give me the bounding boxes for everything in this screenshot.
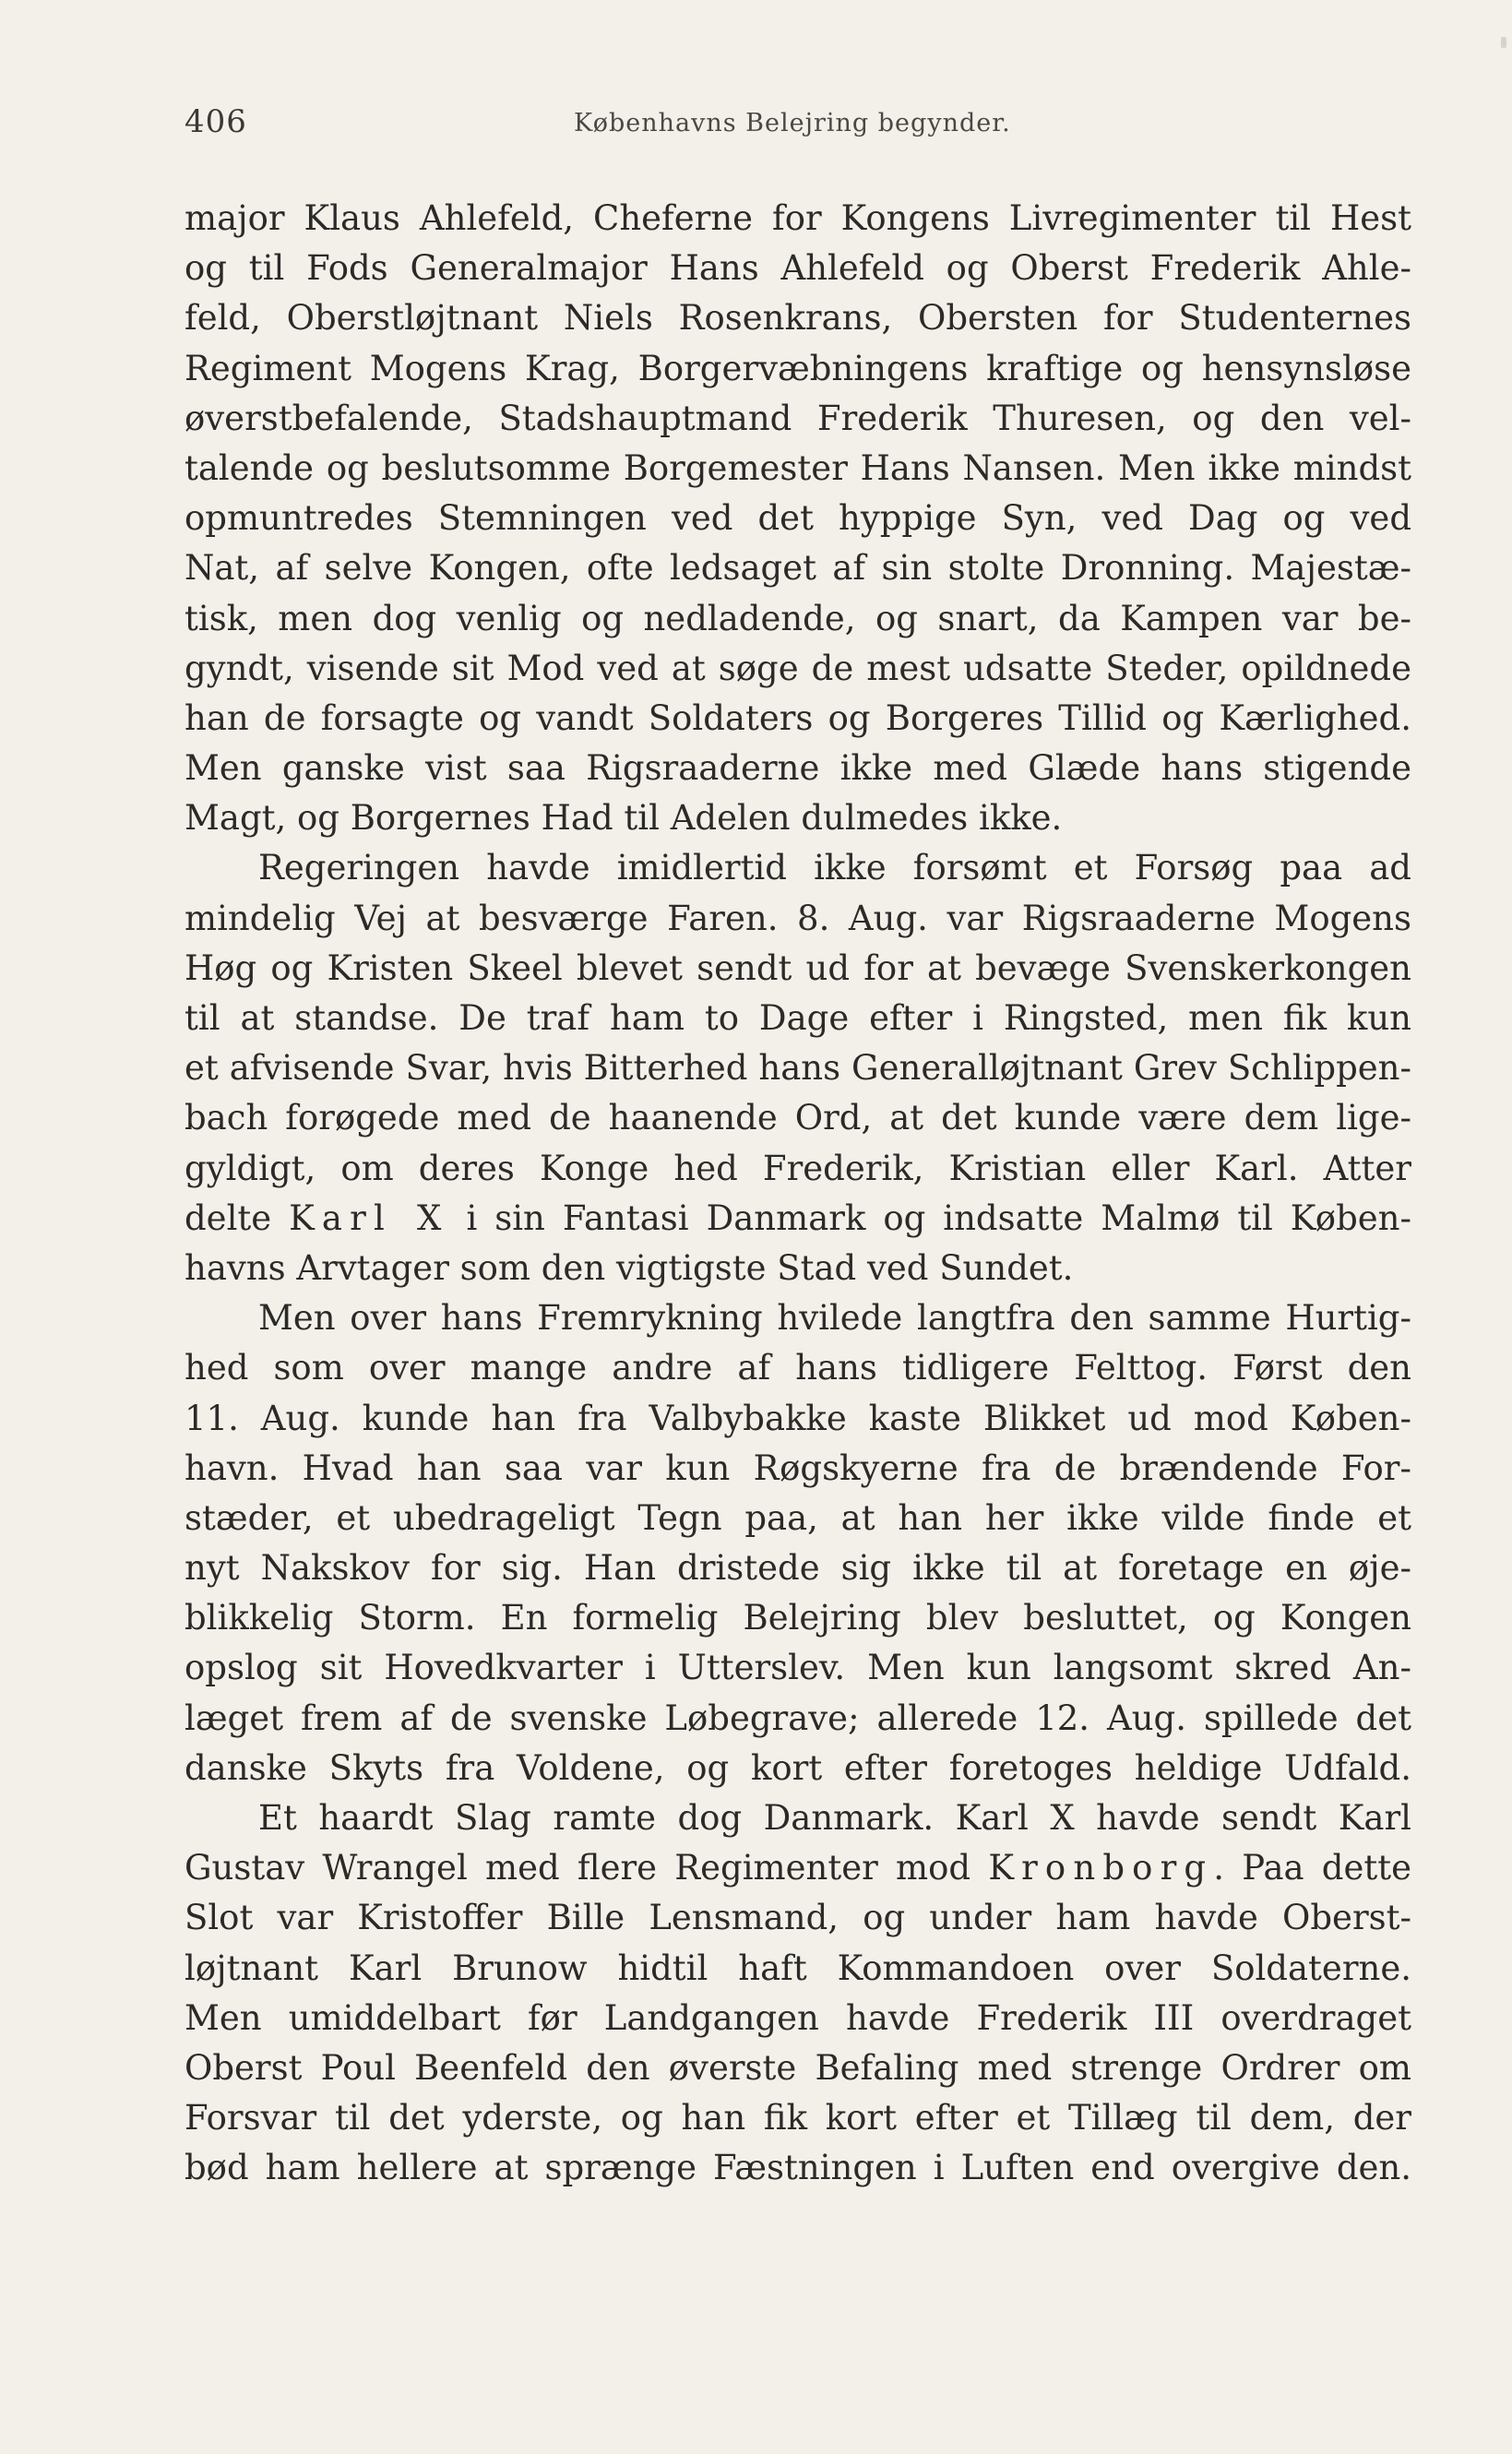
text-line: mindelig Vej at besværge Faren. 8. Aug. var Rigsraaderne Mogens — [185, 898, 1411, 938]
body-text — [185, 194, 1411, 2194]
text-line: stæder, et ubedrageligt Tegn paa, at han her ikke vilde finde et — [185, 1497, 1411, 1538]
line-rest: i sin Fantasi Danmark og indsatte Malmø til Køben- — [448, 1197, 1411, 1238]
text-line: Høg og Kristen Skeel blevet sendt ud for at bevæge Svenskerkongen — [185, 947, 1411, 988]
text-line: Forsvar til det yderste, og han fik kort efter et Tillæg til dem, der — [185, 2098, 1411, 2138]
line-rest: . Paa dette — [1213, 1848, 1411, 1888]
text-line: bød ham hellere at sprænge Fæstningen i Luften end overgive den. — [185, 2148, 1411, 2188]
text-line: gyndt, visende sit Mod ved at søge de mest udsatte Steder, opildnede — [185, 648, 1411, 688]
text-line: opslog sit Hovedkvarter i Utterslev. Men kun langsomt skred An- — [185, 1648, 1411, 1688]
page-number: 406 — [185, 103, 247, 140]
text-line: Men umiddelbart før Landgangen havde Frederik III overdraget — [185, 1997, 1411, 2038]
text-line: øverstbefalende, Stadshauptmand Frederik Thuresen, og den vel- — [185, 398, 1411, 438]
line-start: delte — [185, 1197, 272, 1238]
running-title: Københavns Belejring begynder. — [574, 109, 1011, 137]
spaced-name: Karl X — [289, 1197, 449, 1238]
text-line: Regeringen havde imidlertid ikke forsømt et Forsøg paa ad — [258, 848, 1411, 888]
text-line: et afvisende Svar, hvis Bitterhed hans Generalløjtnant Grev Schlippen- — [185, 1048, 1411, 1089]
text-line: Et haardt Slag ramte dog Danmark. Karl X havde sendt Karl — [258, 1798, 1411, 1838]
page-edge-mark — [1501, 37, 1506, 48]
text-line: 11. Aug. kunde han fra Valbybakke kaste Blikket ud mod Køben- — [185, 1398, 1411, 1438]
text-line: Nat, af selve Kongen, ofte ledsaget af sin stolte Dronning. Majestæ- — [185, 548, 1411, 589]
text-line: talende og beslutsomme Borgemester Hans Nansen. Men ikke mindst — [185, 447, 1411, 488]
text-line: og til Fods Generalmajor Hans Ahlefeld og Oberst Frederik Ahle- — [185, 248, 1411, 289]
text-line: til at standse. De traf ham to Dage efter i Ringsted, men fik kun — [185, 998, 1411, 1038]
text-line: danske Skyts fra Voldene, og kort efter foretoges heldige Udfald. — [185, 1747, 1411, 1788]
text-line: Magt, og Borgernes Had til Adelen dulmedes ikke. — [185, 798, 1063, 839]
text-line: tisk, men dog venlig og nedladende, og snart, da Kampen var be- — [185, 598, 1411, 638]
text-line: Slot var Kristoffer Bille Lensmand, og under ham havde Oberst- — [185, 1898, 1411, 1938]
text-line: opmuntredes Stemningen ved det hyppige Syn, ved Dag og ved — [185, 498, 1411, 539]
line-start: Gustav Wrangel med flere Regimenter mod — [185, 1848, 971, 1888]
text-line — [185, 1194, 1411, 1244]
text-line: gyldigt, om deres Konge hed Frederik, Kristian eller Karl. Atter — [185, 1148, 1411, 1188]
text-line: bach forøgede med de haanende Ord, at det kunde være dem lige- — [185, 1098, 1411, 1138]
text-line — [185, 1843, 1411, 1893]
text-line: løjtnant Karl Brunow hidtil haft Kommandoen over Soldaterne. — [185, 1948, 1411, 1988]
text-line: Men over hans Fremrykning hvilede langtfra den samme Hurtig- — [258, 1298, 1411, 1339]
running-head — [185, 103, 1411, 149]
spaced-name: Kronborg — [988, 1848, 1214, 1888]
text-line: nyt Nakskov for sig. Han dristede sig ikke til at foretage en øje- — [185, 1548, 1411, 1589]
text-line: Men ganske vist saa Rigsraaderne ikke med Glæde hans stigende — [185, 748, 1411, 789]
text-line: major Klaus Ahlefeld, Cheferne for Kongens Livregimenter til Hest — [185, 198, 1411, 238]
text-line: havns Arvtager som den vigtigste Stad ved Sundet. — [185, 1247, 1074, 1288]
text-line: Regiment Mogens Krag, Borgervæbningens kraftige og hensynsløse — [185, 348, 1411, 388]
text-line: feld, Oberstløjtnant Niels Rosenkrans, Obersten for Studenternes — [185, 298, 1411, 339]
text-line: havn. Hvad han saa var kun Røgskyerne fra de brændende For- — [185, 1447, 1411, 1488]
text-line: læget frem af de svenske Løbegrave; allerede 12. Aug. spillede det — [185, 1698, 1411, 1738]
text-line: Oberst Poul Beenfeld den øverste Befaling med strenge Ordrer om — [185, 2047, 1411, 2088]
text-line: hed som over mange andre af hans tidligere Felttog. Først den — [185, 1348, 1411, 1388]
text-line: han de forsagte og vandt Soldaters og Borgeres Tillid og Kærlighed. — [185, 697, 1411, 738]
text-line: blikkelig Storm. En formelig Belejring blev besluttet, og Kongen — [185, 1598, 1411, 1638]
